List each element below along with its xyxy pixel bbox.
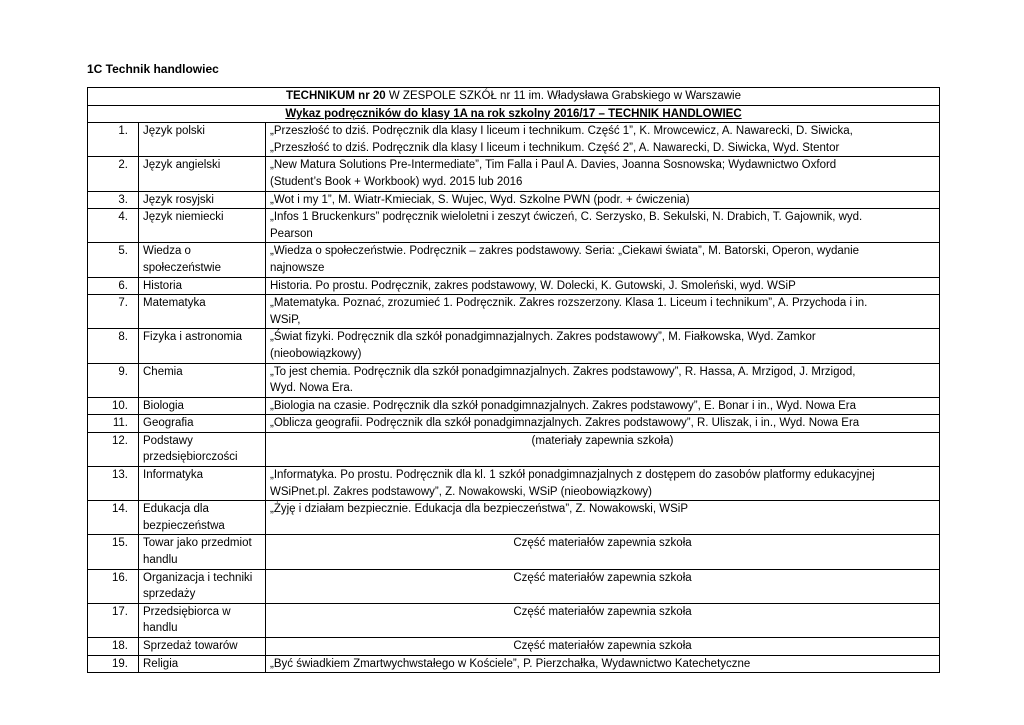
textbook-line: (Student’s Book + Workbook) wyd. 2015 lub 2016 [270,175,523,188]
table-row [88,432,940,466]
textbook-line: „New Matura Solutions Pre-Intermediate”, Tim Falla i Paul A. Davies, Joanna Sosnowska; Wydawnictwo Oxford [270,159,837,172]
table-row [88,157,940,191]
row-number: 4. [88,209,139,243]
subject-cell: Religia [139,655,266,673]
table-row [88,569,940,603]
subject-cell: Wiedza o społeczeństwie [139,243,266,277]
row-number: 5. [88,243,139,277]
textbook-cell [266,243,940,277]
subject-cell: Biologia [139,397,266,415]
row-number: 6. [88,277,139,295]
row-number: 18. [88,638,139,656]
subject-cell: Organizacja i techniki sprzedaży [139,569,266,603]
page-title: 1C Technik handlowiec [87,62,219,76]
subject-cell: Język angielski [139,157,266,191]
row-number: 2. [88,157,139,191]
textbook-line: (materiały zapewnia szkoła) [531,434,674,447]
subject-cell: Edukacja dla bezpieczeństwa [139,501,266,535]
table-row [88,277,940,295]
row-number: 12. [88,432,139,466]
table-header-row [88,88,940,106]
textbook-line: WSiPnet.pl. Zakres podstawowy”, Z. Nowakowski, WSiP (nieobowiązkowy) [270,485,652,498]
subject-cell: Geografia [139,415,266,433]
subject-cell: Fizyka i astronomia [139,329,266,363]
subject-cell: Podstawy przedsiębiorczości [139,432,266,466]
textbook-line: „Przeszłość to dziś. Podręcznik dla klasy I liceum i technikum. Część 1”, K. Mrowcewicz, A. Nawarecki, D. Siwicka, [270,125,853,138]
textbook-cell [266,501,940,535]
textbook-line: „Wiedza o społeczeństwie. Podręcznik – zakres podstawowy. Seria: „Ciekawi świata”, M. Batorski, Operon, wydanie [270,245,860,258]
table-row [88,415,940,433]
table-row [88,191,940,209]
table-row [88,243,940,277]
textbook-cell [266,467,940,501]
row-number: 14. [88,501,139,535]
table-row [88,295,940,329]
textbook-line: „Matematyka. Poznać, zrozumieć 1. Podręcznik. Zakres rozszerzony. Klasa 1. Liceum i technikum”, A. Przychoda i in. [270,297,868,310]
textbook-line: Część materiałów zapewnia szkoła [513,640,692,652]
textbook-cell [266,397,940,415]
row-number: 16. [88,569,139,603]
textbook-line: Część materiałów zapewnia szkoła [513,605,692,618]
table-row [88,329,940,363]
textbook-cell [266,363,940,397]
row-number: 19. [88,655,139,673]
textbook-line: „Być świadkiem Zmartwychwstałego w Kościele”, P. Pierzchałka, Wydawnictwo Katechetyczne [270,657,751,670]
textbook-line: najnowsze [270,261,325,274]
table-row [88,501,940,535]
textbook-line: „Przeszłość to dziś. Podręcznik dla klasy I liceum i technikum. Część 2”, A. Nawarecki, D. Siwicka, Wyd. Stentor [270,141,840,154]
table-row [88,467,940,501]
table-row [88,363,940,397]
textbook-cell [266,123,940,157]
subject-cell: Historia [139,277,266,295]
textbook-cell [266,638,940,656]
row-number: 15. [88,535,139,569]
textbook-line: Część materiałów zapewnia szkoła [513,571,692,584]
textbook-line: Wyd. Nowa Era. [270,382,353,395]
table-row [88,603,940,637]
textbook-cell [266,277,940,295]
row-number: 1. [88,123,139,157]
row-number: 3. [88,191,139,209]
textbook-line: „Biologia na czasie. Podręcznik dla szkół ponadgimnazjalnych. Zakres podstawowy”, E. Bonar i in., Wyd. Nowa Era [270,399,857,412]
textbook-line: (nieobowiązkowy) [270,347,362,360]
subject-cell: Język niemiecki [139,209,266,243]
textbook-line: „To jest chemia. Podręcznik dla szkół ponadgimnazjalnych. Zakres podstawowy”, R. Hassa, A. Mrzigod, J. Mrzigod, [270,365,856,378]
table-row [88,655,940,673]
textbook-cell [266,603,940,637]
table-subheader-row [88,105,940,123]
subject-cell: Chemia [139,363,266,397]
row-number: 7. [88,295,139,329]
school-name-cell [88,88,940,106]
table-row [88,535,940,569]
table-row [88,397,940,415]
textbook-table-body [88,88,940,673]
subject-cell: Przedsiębiorca w handlu [139,603,266,637]
textbook-cell [266,329,940,363]
textbook-line: Część materiałów zapewnia szkoła [513,537,692,550]
row-number: 17. [88,603,139,637]
subject-cell: Matematyka [139,295,266,329]
textbook-cell [266,535,940,569]
row-number: 10. [88,397,139,415]
textbook-table [87,87,940,673]
textbook-cell [266,295,940,329]
textbook-line: Pearson [270,227,313,240]
table-row [88,123,940,157]
textbook-line: WSiP, [270,313,301,326]
subject-cell: Towar jako przedmiot handlu [139,535,266,569]
textbook-line: „Oblicza geografii. Podręcznik dla szkół ponadgimnazjalnych. Zakres podstawowy”, R. Uliszak, i in., Wyd. Nowa Era [270,417,860,430]
textbook-cell [266,569,940,603]
subject-cell: Sprzedaż towarów [139,638,266,656]
textbook-cell [266,157,940,191]
textbook-line: Historia. Po prostu. Podręcznik, zakres podstawowy, W. Dolecki, K. Gutowski, J. Smoleński, wyd. WSiP [270,279,796,292]
textbook-cell [266,415,940,433]
list-title-cell: Wykaz podręczników do klasy 1A na rok szkolny 2016/17 – TECHNIK HANDLOWIEC [88,105,940,123]
table-row [88,209,940,243]
textbook-cell [266,191,940,209]
school-name-bold: TECHNIKUM nr 20 [285,90,386,102]
textbook-cell [266,432,940,466]
textbook-line: „Infos 1 Bruckenkurs” podręcznik wieloletni i zeszyt ćwiczeń, C. Serzysko, B. Sekulski, N. Drabich, T. Gajownik, wyd. [270,211,863,224]
row-number: 9. [88,363,139,397]
subject-cell: Język rosyjski [139,191,266,209]
textbook-cell [266,655,940,673]
textbook-line: „Informatyka. Po prostu. Podręcznik dla kl. 1 szkół ponadgimnazjalnych z dostępem do zasobów platformy edukacyjnej [270,469,875,482]
textbook-line: „Świat fizyki. Podręcznik dla szkół ponadgimnazjalnych. Zakres podstawowy”, M. Fiałkowska, Wyd. Zamkor [270,331,816,344]
subject-cell: Język polski [139,123,266,157]
subject-cell: Informatyka [139,467,266,501]
row-number: 13. [88,467,139,501]
textbook-line: „Wot i my 1”, M. Wiatr-Kmieciak, S. Wujec, Wyd. Szkolne PWN (podr. + ćwiczenia) [270,193,690,206]
row-number: 11. [88,415,139,433]
textbook-cell [266,209,940,243]
school-name-rest: W ZESPOLE SZKÓŁ nr 11 im. Władysława Grabskiego w Warszawie [385,90,741,102]
row-number: 8. [88,329,139,363]
table-row [88,638,940,656]
textbook-line: „Żyję i działam bezpiecznie. Edukacja dla bezpieczeństwa”, Z. Nowakowski, WSiP [270,503,688,516]
